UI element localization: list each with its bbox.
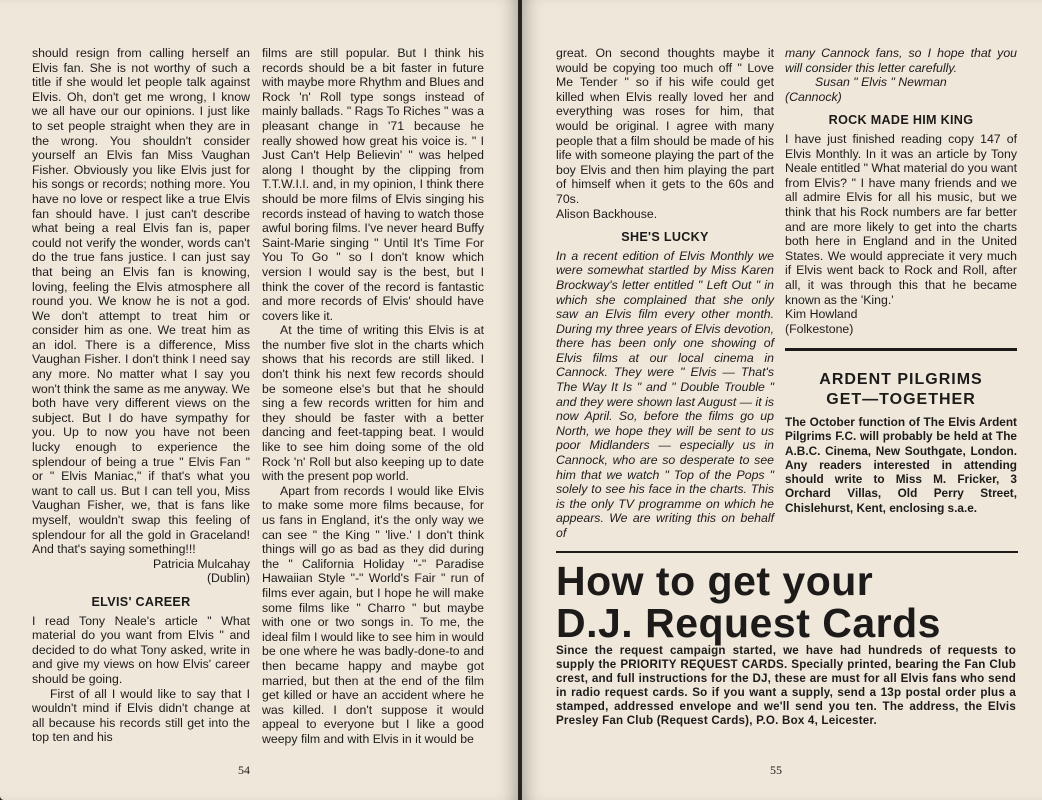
rock-text: I have just finished reading copy 147 of Elvis Monthly. In it was an article by Tony Neale entitled " What material do you want from Elvis? " I have many friends and we all admire Elvis for all his music, but we think that his Rock numbers are far better and are more likely to get into the charts both here in England and in the United States. We would appreciate it very much if Elvis went back to Rock and Roll, after all, it was through this that he became known as the 'King.' [785,131,1017,307]
dj-title-line-2: D.J. Request Cards [556,600,941,646]
fisher-reply-text: should resign from calling herself an Elvis fan. She is not worthy of such a title if she would let people talk against Elvis. Oh, don't get me wrong, I know we all have our our opinions. I just like to set people straight when they are in the wrong. You shouldn't consider yourself an Elvis fan Miss Vaughan Fisher. Obviously you like Elvis just for his songs or records; nothing more. You have no love or respect like a true Elvis fan should have. I just can't describe what being a real Elvis fan is, paper could not verify the wonder, words can't do the true fans justice. I can just say that being an Elvis fan is knowing, loving, feeling the Elvis atmosphere all round you. We know he is not a god. We don't attempt to treat him or consider him as one. We treat him as an idol. There is a difference, Miss Vaughan Fisher. I don't think I need say any more. No matter what I say you won't think the same as me anyway. We both have very different views on the subject. But I do have sympathy for you. Up to now you have not been lucky enough to experience the splendour of being a true " Elvis Fan " or " Elvis Maniac," if that's what you want to call us. But I can tell you, Miss Vaughan Fisher, we, that is fans like myself, wouldn't swap this feeling of splendour for all the gold in Graceland! And that's saying something!!! [32,46,250,557]
left-column-1 [32,46,250,745]
signature-susan: Susan " Elvis " Newman [815,75,947,90]
ardent-top-rule [785,348,1017,351]
left-column-2 [262,46,484,747]
signature-place: (Dublin) [206,571,250,586]
shes-lucky-text: In a recent edition of Elvis Monthly we were somewhat startled by Miss Karen Brockway's letter entitled " Left Out " in which she complained that she only saw an Elvis film every other month. During my three years of Elvis devotion, there has been only one showing of Elvis films at our local cinema in Cannock. They were " Elvis — That's The Way It Is " and " Double Trouble " and they were shown last August — it is now April. So, before the films go up North, we hope they will be sent to us poor Midlanders — especially us in Cannock, who are so desperate to see him that we watch " Top of the Pops " solely to see his face in the charts. This is the only TV programme on which he appears. We are writing this on behalf of [556,248,774,540]
page-number-right: 55 [770,763,782,777]
career-paragraph-6: great. On second thoughts maybe it would be copying too much off " Love Me Tender " so if his wife could get killed when Elvis really loved her and everything was roses for him, that would be original. I agree with many people that a film should be made of his life with someone playing the part of the boy Elvis and then him playing the part of himself when it gets to the 60s and 70s. [556,46,774,206]
shes-lucky-continued: many Cannock fans, so I hope that you will consider this letter carefully. [785,46,1017,75]
left-page [0,0,518,800]
career-paragraph-1: I read Tony Neale's article " What material do you want from Elvis " and decided to do what Tony asked, write in and give my views on how Elvis' career should be going. [32,613,250,686]
signature-alison: Alison Backhouse. [556,206,658,221]
dj-title-line-1: How to get your [556,558,874,604]
right-column-1 [556,46,774,541]
career-paragraph-4: At the time of writing this Elvis is at the number five slot in the charts which shows that his records are still liked. I don't think his next few records should be someone else's but that he should sing a few records written for him and they should be faster with a better dancing and feet-tapping beat. I would like to see him doing some of the old Rock 'n' Roll but also keeping up to date with the present pop world. [262,323,484,484]
signature-cannock: (Cannock) [785,89,842,104]
ardent-title-line-1: ARDENT PILGRIMS [819,371,983,388]
heading-shes-lucky: SHE'S LUCKY [621,230,709,245]
signature-folkestone: (Folkestone) [785,321,854,336]
heading-elvis-career: ELVIS' CAREER [91,594,191,609]
ardent-title-line-2: GET—TOGETHER [826,391,976,408]
right-column-2 [785,46,1017,336]
dj-body: Since the request campaign started, we have had hundreds of requests to supply the PRIORITY REQUEST CARDS. Specially printed, bearing the Fan Club crest, and full instructions for the DJ, these are must for all Elvis fans who send in radio request cards. So if you want a supply, send a 13p postal order plus a stamped, addressed envelope and we'll send you ten. The address, the Elvis Presley Fan Club (Request Cards), P.O. Box 4, Leicester. [556,644,1016,728]
career-paragraph-3: films are still popular. But I think his records should be a bit faster in future with maybe more Rhythm and Blues and Rock 'n' Roll type songs instead of mainly ballads. " Rags To Riches " was a pleasant change in '71 because he really showed how great his voice is. " I Just Can't Help Believin' " was helped along I thought by the clipping from T.T.W.I.I. and, in my opinion, I think there should be more films of Elvis singing his records instead of having to watch those awful boring films. I've never heard Buffy Saint-Marie singing " Until It's Time For You To Go " so I don't know which version I would say is the best, but I think the cover of the record is fantastic and more records of Elvis' should have covers like it. [262,46,484,323]
dj-title [556,560,1026,644]
signature-kim: Kim Howland [785,307,858,322]
ardent-body: The October function of The Elvis Ardent Pilgrims F.C. will probably be held at The A.B.C. Cinema, New Southgate, London. Any readers interested in attending should write to Miss M. Fricker, 3 Orchard Villas, Old Perry Street, Chislehurst, Kent, enclosing s.a.e. [785,415,1017,515]
career-paragraph-5: Apart from records I would like Elvis to make some more films because, for us fans in England, it's the only way we can see " the King " 'live.' I don't think things will go as bad as they did during the " California Holiday "-" Paradise Hawaiian Style "-" World's Fair " run of films ever again, but I hope he will make some films like " Charro " but maybe with one or two songs in. To me, the ideal film I would like to see him in would be one where he was badly-done-to and then became happy and maybe got married, but then at the end of the film get killed or have an accident where he was killed. I don't suppose it would appeal to everyone but I like a good weepy film and with Elvis in it would be [262,483,484,746]
bleed-through-shadow [622,520,1042,552]
right-page [522,0,1042,800]
dj-top-rule [556,551,1018,553]
signature-name: Patricia Mulcahay [152,556,250,571]
career-paragraph-2: First of all I would like to say that I wouldn't mind if Elvis didn't change at all because his records still get into the top ten and his [32,686,250,745]
ardent-title [785,370,1017,410]
page-number-left: 54 [238,763,250,777]
heading-rock-made-him-king: ROCK MADE HIM KING [828,113,974,128]
